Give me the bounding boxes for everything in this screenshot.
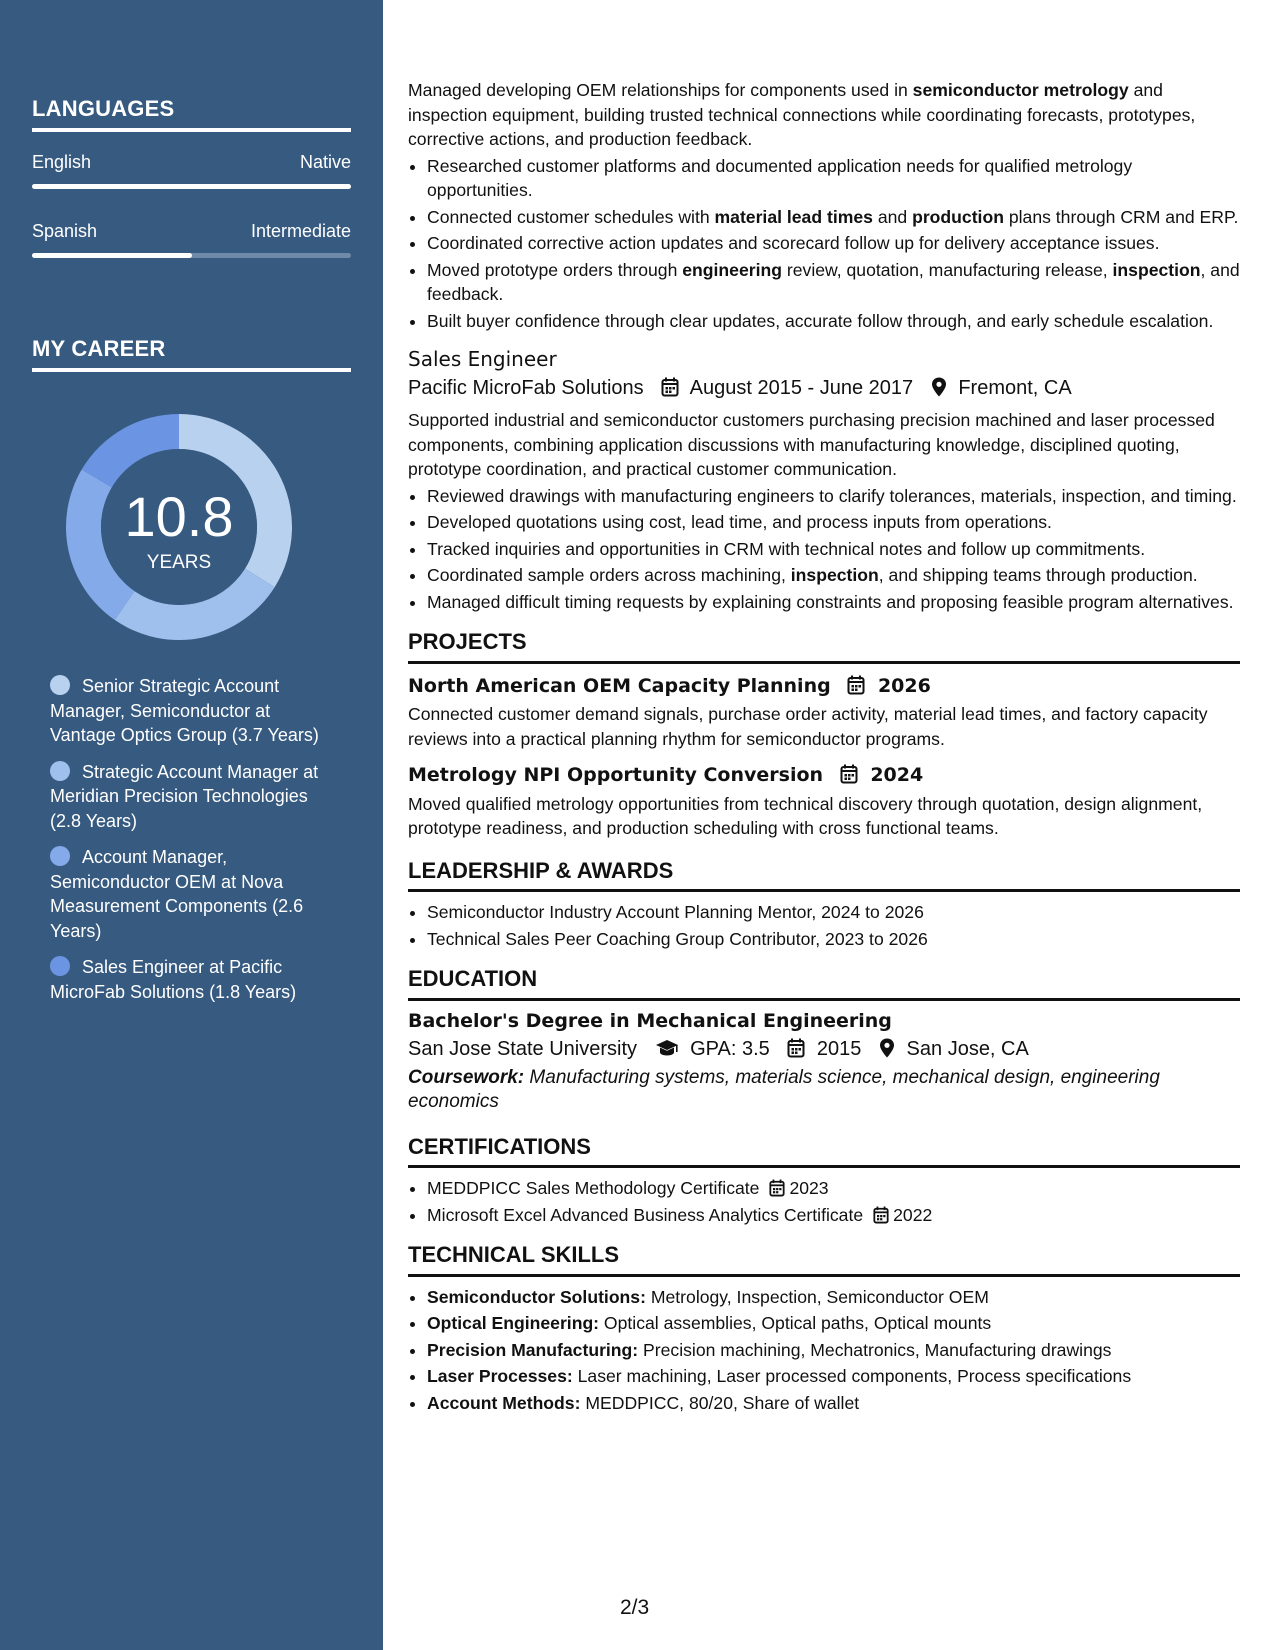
job-location: Fremont, CA [958,376,1072,399]
bullet-item [427,309,1240,334]
project-name: Metrology NPI Opportunity Conversion [408,764,824,786]
school-name: San Jose State University [408,1038,637,1060]
language-bar-fill [32,253,192,258]
text: Managed developing OEM relationships for components used in [408,80,913,100]
calendar-icon [873,1206,889,1224]
language-name: Spanish [32,221,98,241]
calendar-icon [787,1038,805,1058]
skill-item [427,1338,1240,1363]
job-bullets [408,484,1240,615]
degree-title: Bachelor's Degree in Mechanical Engineering [408,1009,892,1032]
calendar-icon [769,1179,785,1197]
language-level: Native [299,152,351,172]
leadership-list [408,900,1240,951]
coursework [408,1066,1240,1115]
company-name: Pacific MicroFab Solutions [408,376,644,399]
text: Reviewed drawings with manufacturing engineers to clarify tolerances, materials, inspection, and timing. [427,485,1237,506]
bold-text: production [912,206,1004,227]
career-item-label: Account Manager, Semiconductor OEM at Nova Measurement Components (2.6 Years) [50,847,304,941]
career-total: 10.8 [124,485,234,548]
text: and inspection equipment, building trusted technical connections while coordinating forecasts, prototypes, corrective actions, and production feedback. [408,80,1196,149]
text: , and feedback. [427,259,1240,304]
certifications-list [408,1176,1240,1227]
language-bar-fill [32,184,351,189]
bullet-item [427,537,1240,562]
career-dot [50,956,70,976]
map-pin-icon [879,1038,895,1058]
project-description: Moved qualified metrology opportunities from technical discovery through quotation, design alignment, prototype readiness, and production scheduling with cross functional teams. [408,793,1203,838]
bullet-item [427,258,1240,307]
skill-label: Optical Engineering: [427,1313,600,1333]
bullet-item: • Technical Sales Peer Coaching Group Contributor, 2023 to 2026 [427,927,1240,952]
certification-item [427,1176,1240,1201]
career-item-label: Sales Engineer at Pacific MicroFab Solutions (1.8 Years) [50,957,297,1002]
certification-year: 2023 [789,1178,829,1198]
language-bar-spanish [32,253,351,258]
project-description: Connected customer demand signals, purchase order activity, material lead times, and factory capacity reviews into a practical planning rhythm for semiconductor programs. [408,704,1208,749]
certification-year: 2022 [893,1204,933,1225]
career-item [50,760,320,834]
skill-label: Precision Manufacturing: [427,1339,639,1360]
bold-text: engineering [682,259,782,280]
career-donut-chart [66,414,292,640]
certification-name: MEDDPICC Sales Methodology Certificate [427,1178,760,1198]
text: Built buyer confidence through clear updates, accurate follow through, and early schedule escalation. [427,310,1214,331]
text: Developed quotations using cost, lead time, and process inputs from operations. [427,512,1052,532]
career-dot [50,846,70,866]
skill-value: Optical assemblies, Optical paths, Optical mounts [599,1313,992,1333]
calendar-icon [661,377,679,397]
main-content [408,78,1240,1417]
language-level: Intermediate [250,221,351,241]
text: Coordinated sample orders across machining, [427,565,791,585]
text: Tracked inquiries and opportunities in CRM with technical notes and follow up commitments. [427,538,1146,559]
calendar-icon [840,764,858,784]
text: plans through CRM and ERP. [1003,206,1239,227]
section-title-skills: TECHNICAL SKILLS [408,1243,1240,1277]
coursework-label: Coursework: [408,1066,525,1088]
project-year: 2024 [870,764,924,786]
coursework-text: Manufacturing systems, materials science, mechanical design, engineering economics [408,1066,1160,1112]
career-heading: MY CAREER [32,336,351,372]
bold-text: inspection [1112,259,1201,280]
text: review, quotation, manufacturing release, [781,259,1113,280]
bullet-item: • Semiconductor Industry Account Planning Mentor, 2024 to 2026 [427,900,1240,925]
career-item-label: Strategic Account Manager at Meridian Precision Technologies (2.8 Years) [50,761,319,831]
project-title [408,674,1240,699]
text: , and shipping teams through production. [878,565,1198,585]
skills-list [408,1285,1240,1416]
language-bar-english [32,184,351,189]
bullet-item [427,510,1240,535]
language-name: English [32,152,92,172]
bold-text: inspection [790,565,879,585]
job-summary: Supported industrial and semiconductor customers purchasing precision machined and laser processed components, combining application discussions with manufacturing knowledge, disciplined quoting, prototype coordination, and practical customer communication. [408,410,1215,479]
calendar-icon [847,675,865,695]
job-summary [408,78,1240,152]
job-meta [408,376,1240,401]
skill-value: Precision machining, Mechatronics, Manufacturing drawings [638,1339,1112,1360]
text: Moved prototype orders through [427,259,683,280]
bullet-item [427,205,1240,230]
text: and [872,206,913,227]
school-location: San Jose, CA [906,1038,1029,1060]
skill-item [427,1285,1240,1310]
job-dates: August 2015 - June 2017 [689,376,914,399]
skill-value: Laser machining, Laser processed components, Process specifications [572,1366,1132,1386]
career-item [50,955,320,1004]
skill-item [427,1391,1240,1416]
project-name: North American OEM Capacity Planning [408,674,831,697]
gpa: GPA: 3.5 [690,1038,770,1060]
bullet-item [427,154,1240,203]
language-row-english [32,152,351,173]
education-meta [408,1037,1240,1062]
career-item-label: Senior Strategic Account Manager, Semiconductor at Vantage Optics Group (3.7 Years) [50,676,319,745]
graduation-cap-icon [655,1038,679,1058]
text: Coordinated corrective action updates and scorecard follow up for delivery acceptance issues. [427,233,1160,253]
section-title-certifications: CERTIFICATIONS [408,1135,1240,1169]
section-title-leadership: LEADERSHIP & AWARDS [408,859,1240,893]
job-bullets [408,154,1240,334]
section-title-education: EDUCATION [408,967,1240,1001]
skill-value: MEDDPICC, 80/20, Share of wallet [580,1392,860,1413]
map-pin-icon [931,377,947,397]
skill-value: Metrology, Inspection, Semiconductor OEM [645,1286,989,1307]
text: Researched customer platforms and documented application needs for qualified metrology opportunities. [427,155,1133,200]
career-list [50,674,320,1016]
bold-text: material lead times [714,206,873,227]
career-dot [50,675,70,695]
languages-heading: LANGUAGES [32,96,351,132]
page-number: 2/3 [620,1596,650,1619]
career-item [50,845,320,943]
bold-text: semiconductor metrology [912,80,1129,100]
language-row-spanish [32,221,351,242]
skill-label: Laser Processes: [427,1366,573,1386]
career-dot [50,761,70,781]
sidebar [0,0,383,1650]
section-title-projects: PROJECTS [408,630,1240,664]
skill-label: Account Methods: [427,1392,581,1413]
project-year: 2026 [877,674,931,697]
bullet-item [427,563,1240,588]
bullet-item [427,484,1240,509]
career-item [50,674,320,748]
text: Connected customer schedules with [427,206,715,227]
graduation-year: 2015 [816,1038,862,1060]
project-title [408,763,1240,788]
text: Managed difficult timing requests by explaining constraints and proposing feasible program alternatives. [427,591,1234,612]
bullet-item [427,590,1240,615]
certification-name: Microsoft Excel Advanced Business Analytics Certificate [427,1204,864,1225]
skill-item [427,1311,1240,1336]
bullet-item [427,231,1240,256]
certification-item [427,1203,1240,1228]
career-unit: YEARS [146,552,212,573]
job-title: Sales Engineer [408,347,557,371]
skill-label: Semiconductor Solutions: [427,1286,646,1307]
skill-item [427,1364,1240,1389]
